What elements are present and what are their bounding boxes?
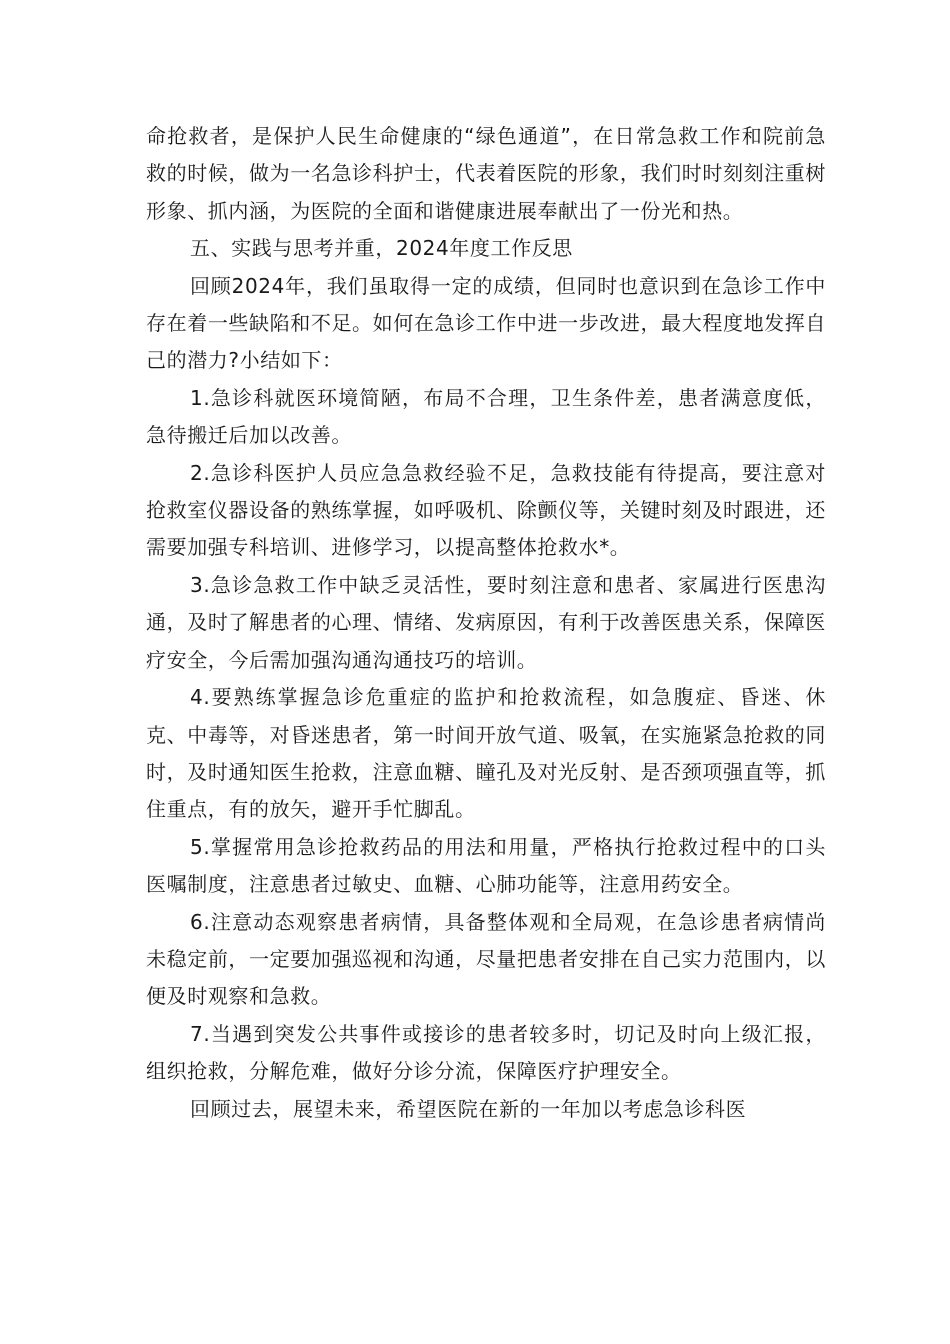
- section-heading: 五、实践与思考并重，2024年度工作反思: [190, 236, 573, 261]
- list-item-5: 5.掌握常用急诊抢救药品的用法和用量，严格执行抢救过程中的口头医嘱制度，注意患者过敏史、血糖、心肺功能等，注意用药安全。: [146, 834, 826, 897]
- document-body: [146, 118, 826, 1128]
- paragraph-review: 回顾2024年，我们虽取得一定的成绩，但同时也意识到在急诊工作中存在着一些缺陷和不足。如何在急诊工作中进一步改进，最大程度地发挥自己的潜力?小结如下：: [146, 273, 826, 373]
- list-item-4: 4.要熟练掌握急诊危重症的监护和抢救流程，如急腹症、昏迷、休克、中毒等，对昏迷患者，第一时间开放气道、吸氧，在实施紧急抢救的同时，及时通知医生抢救，注意血糖、瞳孔及对光反射、是否颈项强直等，抓住重点，有的放矢，避开手忙脚乱。: [146, 685, 826, 822]
- paragraph-closing: 回顾过去，展望未来，希望医院在新的一年加以考虑急诊科医: [190, 1096, 747, 1121]
- list-item-3: 3.急诊急救工作中缺乏灵活性，要时刻注意和患者、家属进行医患沟通，及时了解患者的心理、情绪、发病原因，有利于改善医患关系，保障医疗安全，今后需加强沟通沟通技巧的培训。: [146, 572, 826, 672]
- list-item-6: 6.注意动态观察患者病情，具备整体观和全局观，在急诊患者病情尚未稳定前，一定要加强巡视和沟通，尽量把患者安排在自己实力范围内，以便及时观察和急救。: [146, 909, 826, 1009]
- list-item-1: 1.急诊科就医环境简陋，布局不合理，卫生条件差，患者满意度低，急待搬迁后加以改善。: [146, 385, 826, 448]
- list-item-2: 2.急诊科医护人员应急急救经验不足，急救技能有待提高，要注意对抢救室仪器设备的熟练掌握，如呼吸机、除颤仪等，关键时刻及时跟进，还需要加强专科培训、进修学习，以提高整体抢救水*。: [146, 460, 826, 560]
- list-item-7: 7.当遇到突发公共事件或接诊的患者较多时，切记及时向上级汇报，组织抢救，分解危难，做好分诊分流，保障医疗护理安全。: [146, 1021, 826, 1084]
- paragraph-continued: 命抢救者，是保护人民生命健康的“绿色通道”，在日常急救工作和院前急救的时候，做为一名急诊科护士，代表着医院的形象，我们时时刻刻注重树形象、抓内涵，为医院的全面和谐健康进展奉献出了一份光和热。: [146, 124, 826, 223]
